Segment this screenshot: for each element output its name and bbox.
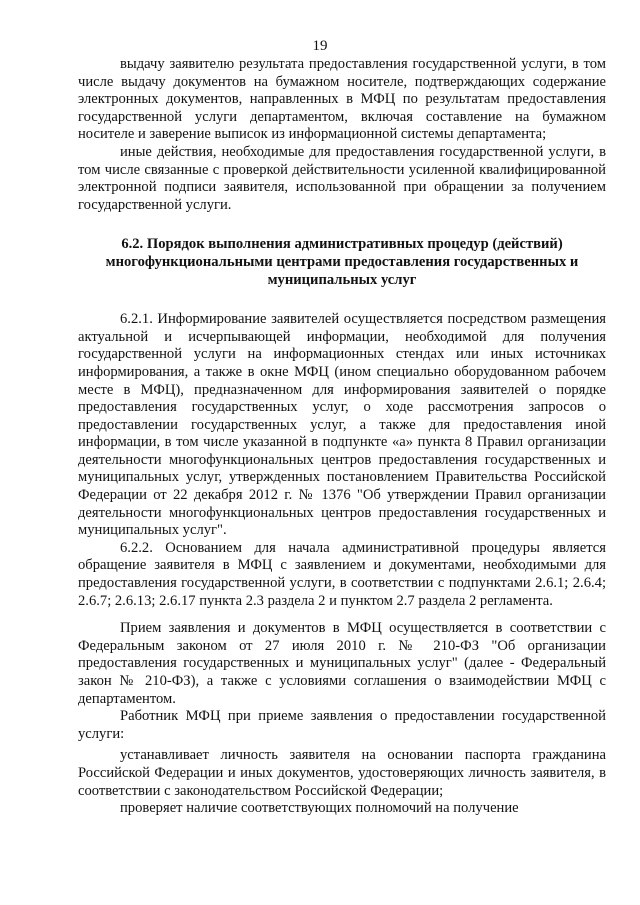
paragraph-6-2-1: 6.2.1. Информирование заявителей осуществляется посредством размещения актуальной и исчерпывающей информации, необходимой для получения государственной услуги на информационных стендах или иных источниках информирования, а также в окне МФЦ (ином специально оборудованном рабочем месте в МФЦ), предназначенном для информирования заявителей о порядке предоставления государственных услуг, о ходе рассмотрения запросов о предоставлении государственных услуг, а также для предоставления иной информации, в том числе указанной в подпункте «а» пункта 8 Правил организации деятельности многофункциональных центров предоставления государственных и муниципальных услуг, утвержденных постановлением Правительства Российской Федерации от 22 декабря 2012 г. № 1376 "Об утверждении Правил организации деятельности многофункциональных центров предоставления государственных и муниципальных услуг".	[78, 311, 606, 539]
paragraph-other-actions: иные действия, необходимые для предоставления государственной услуги, в том числе связанные с проверкой действительности усиленной квалифицированной электронной подписи заявителя, использованной при обращении за получением государственной услуги.	[78, 143, 606, 213]
paragraph-authority-check: проверяет наличие соответствующих полномочий на получение	[120, 800, 519, 817]
section-heading: 6.2. Порядок выполнения административных процедур (действий) многофункциональными центрами предоставления государственных и муниципальных услуг	[105, 236, 579, 288]
paragraph-issuance-result: выдачу заявителю результата предоставления государственной услуги, в том числе выдачу документов на бумажном носителе, подтверждающих содержание электронных документов, направленных в МФЦ по результатам предоставления государственной услуги департаментом, включая составление на бумажном носителе и заверение выписок из информационной системы департамента;	[78, 56, 606, 143]
document-body	[78, 56, 606, 818]
paragraph-worker: Работник МФЦ при приеме заявления о предоставлении государственной услуги:	[78, 708, 606, 742]
paragraph-6-2-2: 6.2.2. Основанием для начала административной процедуры является обращение заявителя в МФЦ с заявлением и документами, необходимыми для предоставления государственной услуги, в соответствии с подпунктами 2.6.1; 2.6.4; 2.6.7; 2.6.13; 2.6.17 пункта 2.3 раздела 2 и пунктом 2.7 раздела 2 регламента.	[78, 539, 606, 609]
paragraph-reception: Прием заявления и документов в МФЦ осуществляется в соответствии с Федеральным законом от 27 июля 2010 г. № 210-ФЗ "Об организации предоставления государственных и муниципальных услуг" (далее - Федеральный закон № 210-ФЗ), а также с условиями соглашения о взаимодействии МФЦ с департаментом.	[78, 620, 606, 707]
paragraph-identity: устанавливает личность заявителя на основании паспорта гражданина Российской Федерации и иных документов, удостоверяющих личность заявителя, в соответствии с законодательством Российской Федерации;	[78, 747, 606, 799]
page-number: 19	[312, 38, 328, 54]
